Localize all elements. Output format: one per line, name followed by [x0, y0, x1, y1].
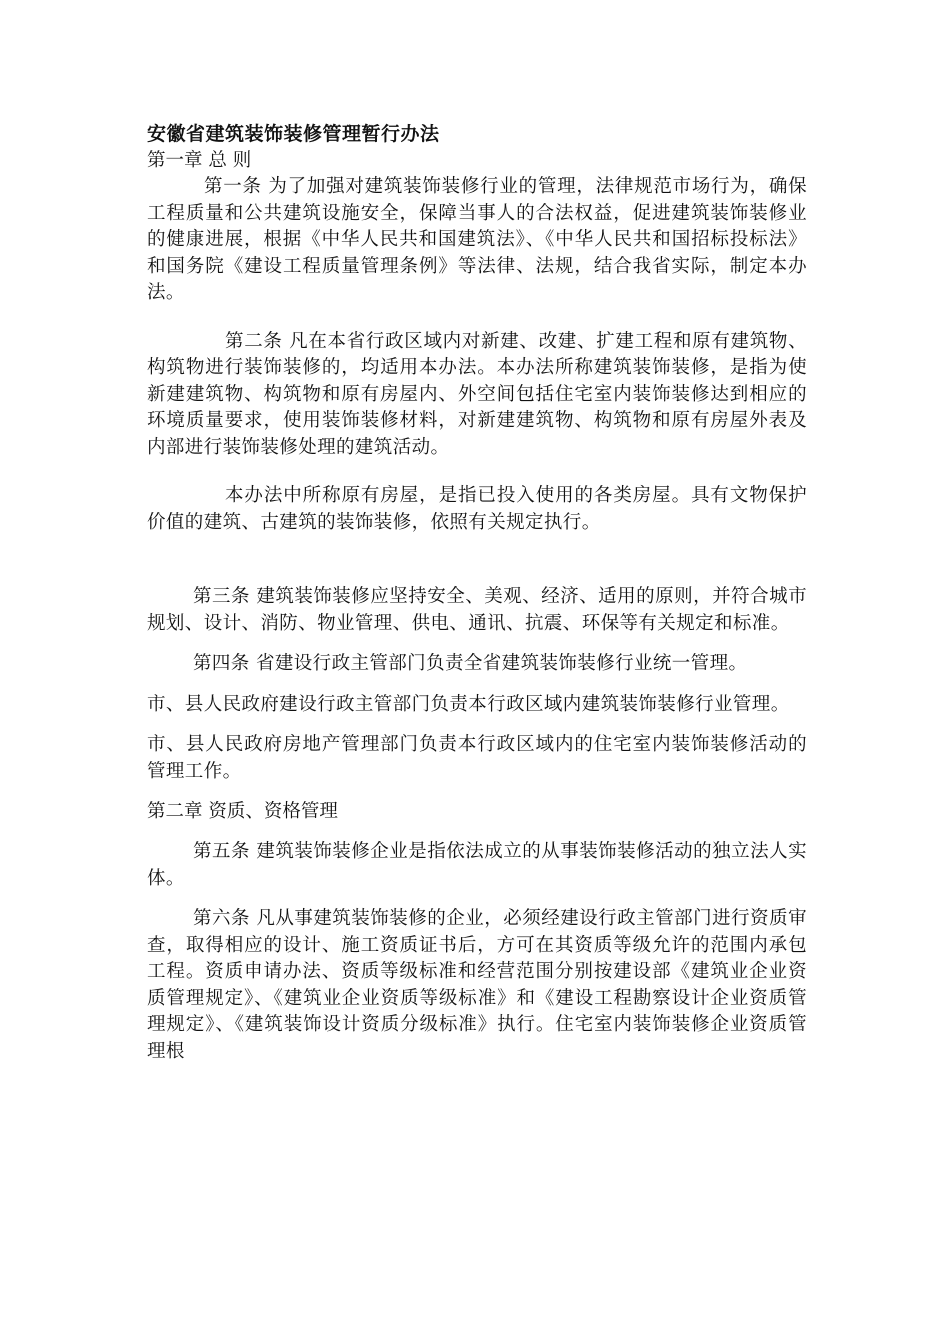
article-3: 第三条 建筑装饰装修应坚持安全、美观、经济、适用的原则，并符合城市规划、设计、消防、物业管理、供电、通讯、抗震、环保等有关规定和标准。: [147, 586, 807, 634]
spacer: [147, 536, 807, 584]
spacer: [147, 461, 807, 483]
spacer: [147, 678, 807, 692]
chapter-heading-1: 第一章 总 则: [147, 150, 252, 171]
article-4: 第四条 省建设行政主管部门负责全省建筑装饰装修行业统一管理。: [193, 653, 748, 674]
document-page: [147, 120, 807, 1065]
article-6: 第六条 凡从事建筑装饰装修的企业，必须经建设行政主管部门进行资质审查，取得相应的设计、施工资质证书后，方可在其资质等级允许的范围内承包工程。资质申请办法、资质等级标准和经营范围分别按建设部《建筑业企业资质管理规定》、《建筑业企业资质等级标准》和《建设工程勘察设计企业资质管理规定》、《建筑装饰设计资质分级标准》执行。住宅室内装饰装修企业资质管理根: [147, 908, 807, 1062]
article-2: 第二条 凡在本省行政区域内对新建、改建、扩建工程和原有建筑物、构筑物进行装饰装修的，均适用本办法。本办法所称建筑装饰装修，是指为使新建建筑物、构筑物和原有房屋内、外空间包括住宅室内装饰装修达到相应的环境质量要求，使用装饰装修材料，对新建建筑物、构筑物和原有房屋外表及内部进行装饰装修处理的建筑活动。: [147, 330, 807, 458]
article-1: 第一条 为了加强对建筑装饰装修行业的管理，法律规范市场行为，确保工程质量和公共建筑设施安全，保障当事人的合法权益，促进建筑装饰装修业的健康进展，根据《中华人民共和国建筑法》、《中华人民共和国招标投标法》和国务院《建设工程质量管理条例》等法律、法规，结合我省实际，制定本办法。: [147, 176, 807, 303]
article-4-paragraph-3: 市、县人民政府房地产管理部门负责本行政区域内的住宅室内装饰装修活动的管理工作。: [147, 734, 807, 782]
spacer: [147, 825, 807, 839]
spacer: [147, 718, 807, 732]
document-title: 安徽省建筑装饰装修管理暂行办法: [147, 123, 440, 145]
article-4-paragraph-2: 市、县人民政府建设行政主管部门负责本行政区域内建筑装饰装修行业管理。: [147, 693, 790, 715]
spacer: [147, 892, 807, 906]
article-5: 第五条 建筑装饰装修企业是指依法成立的从事装饰装修活动的独立法人实体。: [147, 841, 807, 889]
spacer: [147, 785, 807, 799]
chapter-heading-2: 第二章 资质、资格管理: [147, 801, 338, 822]
spacer: [147, 307, 807, 329]
article-2-paragraph-2: 本办法中所称原有房屋，是指已投入使用的各类房屋。具有文物保护价值的建筑、古建筑的装饰装修，依照有关规定执行。: [147, 485, 807, 533]
spacer: [147, 637, 807, 651]
